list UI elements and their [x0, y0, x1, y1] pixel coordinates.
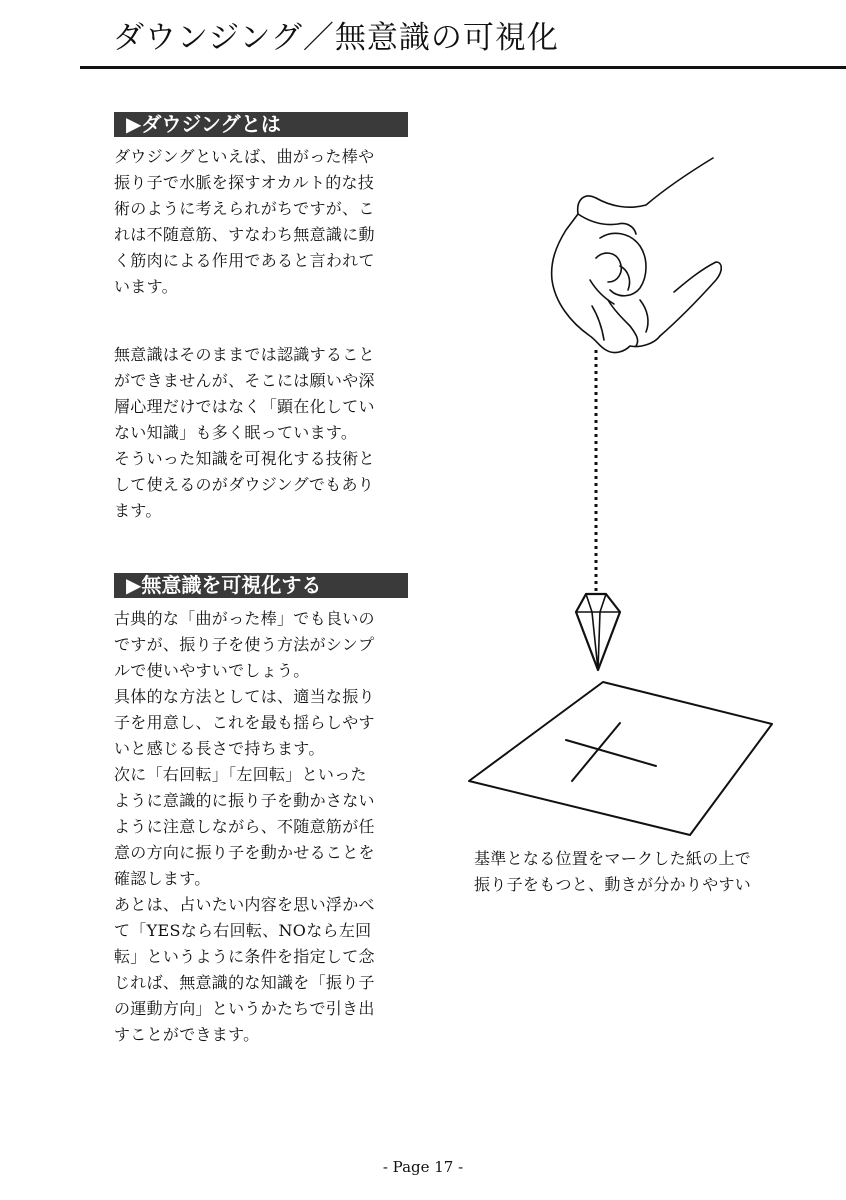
text-line: 転」というように条件を指定して念 [114, 947, 375, 966]
page-number: - Page 17 - [382, 1158, 464, 1176]
text-line: ダウジングといえば、曲がった棒や [114, 147, 375, 166]
text-line: 古典的な「曲がった棒」でも良いの [114, 609, 375, 628]
text-line: ができませんが、そこには願いや深 [114, 371, 375, 390]
section-heading-visualize: ▶無意識を可視化する [114, 573, 408, 598]
text-line: そういった知識を可視化する技術と [114, 449, 375, 468]
title-divider [80, 66, 846, 69]
text-line: 術のように考えられがちですが、こ [114, 199, 375, 218]
text-line: して使えるのがダウジングでもあり [114, 475, 375, 494]
text-line: 次に「右回転」「左回転」といった [114, 765, 367, 784]
text-line: 確認します。 [114, 869, 211, 888]
text-line: ですが、振り子を使う方法がシンプ [114, 635, 375, 654]
page-title: ダウンジング／無意識の可視化 [113, 20, 559, 56]
section-heading-dowsing: ▶ダウジングとは [114, 112, 408, 137]
paragraph-pendulum-method [114, 606, 408, 1048]
text-line: じれば、無意識的な知識を「振り子 [114, 973, 375, 992]
paragraph-dowsing-intro [114, 144, 408, 300]
text-line: 振り子で水脈を探すオカルト的な技 [114, 173, 375, 192]
text-line: いと感じる長さで持ちます。 [114, 739, 325, 758]
caption-line: 基準となる位置をマークした紙の上で [474, 849, 752, 868]
text-line: れは不随意筋、すなわち無意識に動 [114, 225, 375, 244]
text-line: く筋肉による作用であると言われて [114, 251, 375, 270]
text-line: ように意識的に振り子を動かさない [114, 791, 375, 810]
text-line: 無意識はそのままでは認識すること [114, 345, 375, 364]
caption-line: 振り子をもつと、動きが分かりやすい [474, 875, 752, 894]
text-line: ルで使いやすいでしょう。 [114, 661, 310, 680]
text-line: ない知識」も多く眠っています。 [114, 423, 358, 442]
text-line: の運動方向」というかたちで引き出 [114, 999, 375, 1018]
marked-paper [469, 682, 772, 835]
text-line: 意の方向に振り子を動かせることを [114, 843, 375, 862]
pendulum-illustration [460, 150, 790, 850]
text-line: て「YESなら右回転、NOなら左回 [114, 921, 372, 940]
text-line: います。 [114, 277, 178, 296]
text-line: ように注意しながら、不随意筋が任 [114, 817, 375, 836]
text-line: あとは、占いたい内容を思い浮かべ [114, 895, 375, 914]
hand-drawing [552, 158, 722, 353]
text-line: 子を用意し、これを最も揺らしやす [114, 713, 375, 732]
text-line: すことができます。 [114, 1025, 260, 1044]
pendulum-bob [576, 594, 620, 670]
text-line: ます。 [114, 501, 162, 520]
text-line: 具体的な方法としては、適当な振り [114, 687, 375, 706]
text-line: 層心理だけではなく「顕在化してい [114, 397, 375, 416]
illustration-caption [474, 846, 751, 898]
paragraph-unconscious [114, 342, 408, 524]
